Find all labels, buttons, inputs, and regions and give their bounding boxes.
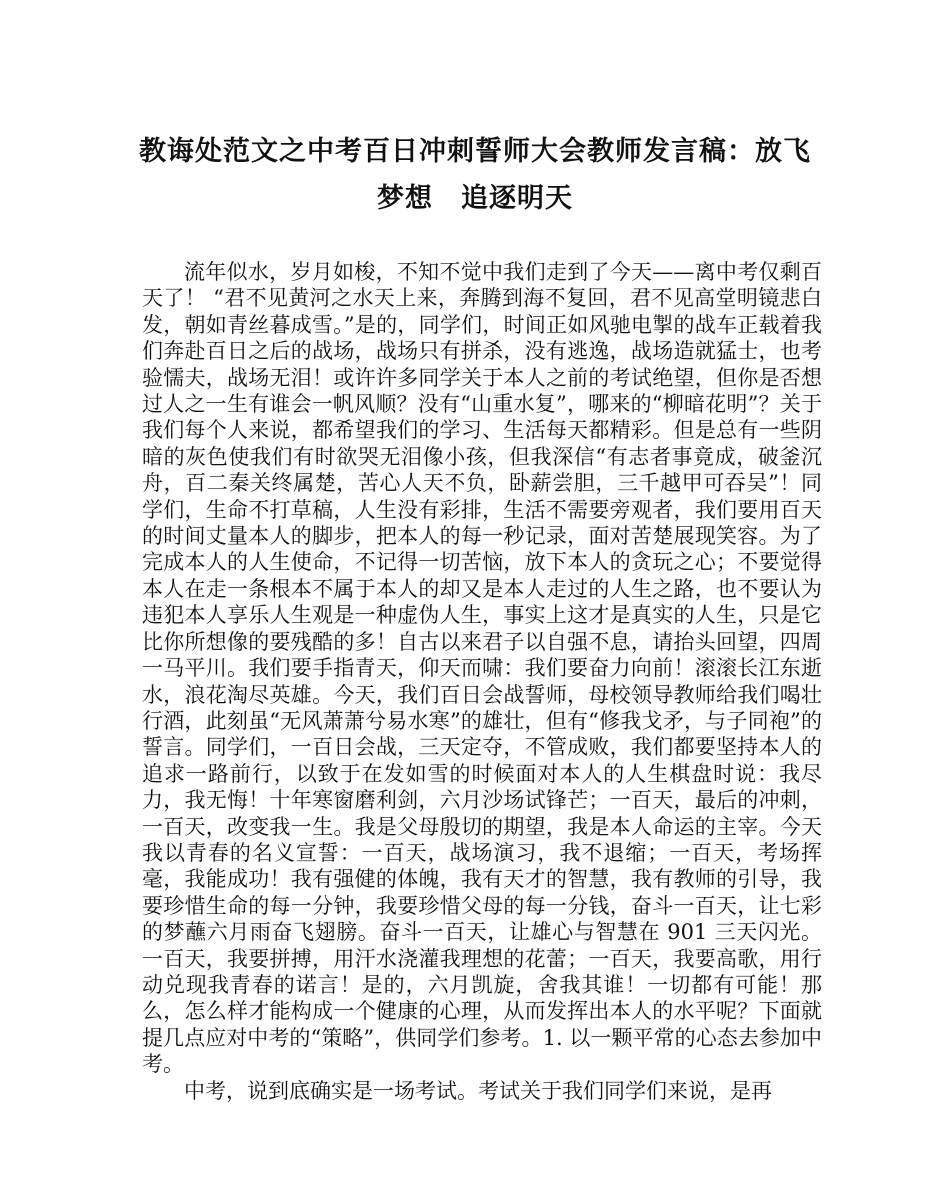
document-title [130, 128, 820, 222]
body-paragraph-2: 中考，说到底确实是一场考试。考试关于我们同学们来说，是再 [184, 1078, 772, 1103]
title-line-1: 教诲处范文之中考百日冲刺誓师大会教师发言稿：放飞 [139, 136, 811, 167]
document-body [142, 259, 822, 1104]
title-line-2: 梦想 追逐明天 [377, 183, 573, 214]
body-paragraph-1: 流年似水，岁月如梭，不知不觉中我们走到了今天——离中考仅剩百天了！ “君不见黄河之水天上来，奔腾到海不复回，君不见高堂明镜悲白发，朝如青丝暮成雪。”是的，同学们，时间正如风驰电掣的战车正载着我们奔赴百日之后的战场，战场只有拼杀，没有逃逸，战场造就猛士，也考验懦夫，战场无泪！或许许多同学关于本人之前的考试绝望，但你是否想过人之一生有谁会一帆风顺？没有“山重水复”，哪来的“柳暗花明”？关于我们每个人来说，都希望我们的学习、生活每天都精彩。但是总有一些阴暗的灰色使我们有时欲哭无泪像小孩，但我深信“有志者事竟成，破釜沉舟，百二秦关终属楚，苦心人天不负，卧薪尝胆，三千越甲可吞吴”！同学们，生命不打草稿，人生没有彩排，生活不需要旁观者，我们要用百天的时间丈量本人的脚步，把本人的每一秒记录，面对苦楚展现笑容。为了完成本人的人生使命，不记得一切苦恼，放下本人的贪玩之心；不要觉得本人在走一条根本不属于本人的却又是本人走过的人生之路，也不要认为违犯本人享乐人生观是一种虚伪人生，事实上这才是真实的人生，只是它比你所想像的要残酷的多！自古以来君子以自强不息，请抬头回望，四周一马平川。我们要手指青天，仰天而啸：我们要奋力向前！滚滚长江东逝水，浪花淘尽英雄。今天，我们百日会战誓师，母校领导教师给我们喝壮行酒，此刻虽“无风萧萧兮易水寒”的雄壮，但有“修我戈矛，与子同袍”的誓言。同学们，一百日会战，三天定夺，不管成败，我们都要坚持本人的追求一路前行，以致于在发如雪的时候面对本人的人生棋盘时说：我尽力，我无悔！十年寒窗磨利剑，六月沙场试锋芒；一百天，最后的冲刺，一百天，改变我一生。我是父母殷切的期望，我是本人命运的主宰。今天我以青春的名义宣誓：一百天，战场演习，我不退缩；一百天，考场挥毫，我能成功！我有强健的体魄，我有天才的智慧，我有教师的引导，我要珍惜生命的每一分钟，我要珍惜父母的每一分钱，奋斗一百天，让七彩的梦蘸六月雨奋飞翅膀。奋斗一百天，让雄心与智慧在 901 三天闪光。一百天，我要拼搏，用汗水浇灌我理想的花蕾；一百天，我要高歌，用行动兑现我青春的诺言！是的，六月凯旋，舍我其谁！一切都有可能！那么，怎么样才能构成一个健康的心理，从而发挥出本人的水平呢？下面就提几点应对中考的“策略”，供同学们参考。1. 以一颗平常的心态去参加中考。 [142, 260, 822, 1077]
